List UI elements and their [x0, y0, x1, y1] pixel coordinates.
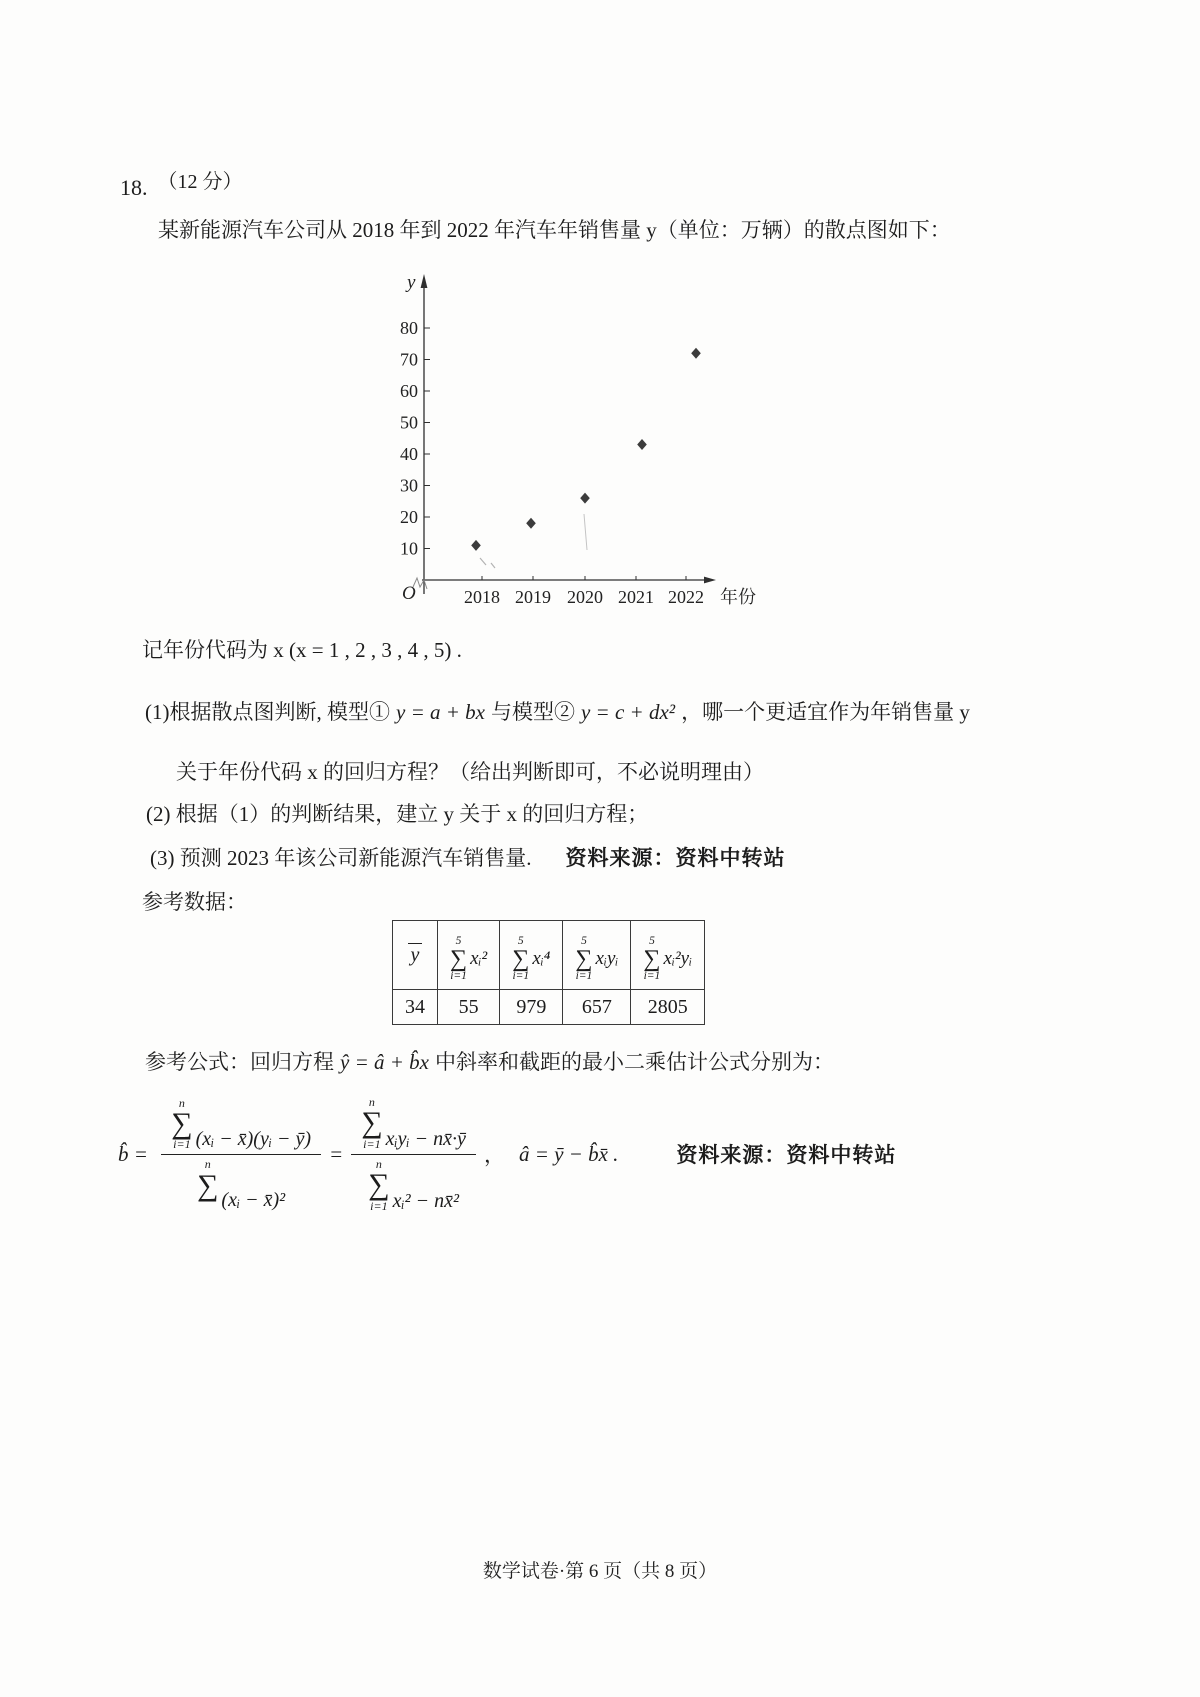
sum-upper-limit: 5	[649, 934, 655, 947]
sum-expression: xᵢ²yᵢ	[663, 947, 693, 969]
svg-text:年份: 年份	[720, 587, 756, 607]
svg-text:O: O	[402, 583, 416, 604]
table-value-sum-xi2: 55	[438, 990, 500, 1025]
ybar-symbol: y	[408, 943, 423, 967]
sum-expression: xᵢ²	[470, 947, 488, 969]
fraction-numerator	[161, 1097, 321, 1156]
q1-text-1: (1)根据散点图判断, 模型①	[145, 700, 390, 724]
sum-lower-limit: i=1	[643, 970, 661, 983]
ref-formula-prefix: 参考公式：回归方程	[145, 1050, 334, 1074]
svg-text:2020: 2020	[567, 587, 603, 607]
sum-expression: (xᵢ − x̄)(yᵢ − ȳ)	[195, 1128, 312, 1151]
svg-text:70: 70	[400, 349, 418, 370]
svg-text:2021: 2021	[618, 587, 654, 607]
sum-upper-limit: n	[178, 1095, 185, 1110]
sum-upper-limit: n	[368, 1095, 375, 1109]
sum-upper-limit: n	[375, 1156, 382, 1171]
reference-data-label: 参考数据：	[142, 890, 247, 914]
bhat-fraction-product-form	[351, 1096, 476, 1213]
sum-upper-limit: 5	[455, 934, 462, 947]
a-hat-formula: â = ȳ − b̂x̄ .	[518, 1141, 619, 1166]
table-value-sum-xi4: 979	[500, 990, 563, 1025]
svg-text:2018: 2018	[464, 587, 500, 607]
question-3-row	[150, 844, 786, 872]
sigma-symbol: ∑	[368, 1168, 390, 1202]
regression-equation: ŷ = â + b̂x	[340, 1050, 429, 1074]
comma-separator: ，	[483, 1143, 505, 1168]
sum-expression: (xᵢ − x̄)²	[221, 1189, 286, 1212]
reference-formula-label	[145, 1048, 834, 1076]
table-value-ybar: 34	[393, 990, 438, 1025]
reference-data-table	[392, 920, 705, 1025]
svg-text:60: 60	[400, 381, 418, 401]
ref-formula-suffix: 中斜率和截距的最小二乘估计公式分别为：	[434, 1050, 834, 1074]
fraction-numerator	[351, 1096, 476, 1155]
sum-lower-limit: i=1	[370, 1198, 388, 1213]
sum-expression: xᵢ⁴	[532, 947, 551, 969]
question-2: (2) 根据（1）的判断结果，建立 y 关于 x 的回归方程；	[146, 802, 649, 826]
least-squares-formula	[118, 1096, 896, 1213]
q1-model-2-equation: y = c + dx²	[580, 700, 676, 724]
sigma-symbol: ∑	[171, 1106, 193, 1140]
equals-sign: =	[329, 1141, 344, 1166]
table-header-ybar	[393, 921, 438, 990]
problem-intro: 某新能源汽车公司从 2018 年到 2022 年汽车年销售量 y（单位：万辆）的散点图如下：	[158, 218, 951, 242]
table-header-sum-xi2yi	[631, 921, 705, 990]
scatter-chart	[380, 262, 770, 610]
sum-expression: xᵢyᵢ	[595, 947, 619, 969]
table-value-sum-xiyi: 657	[563, 990, 631, 1025]
problem-header	[120, 172, 243, 201]
page-footer: 数学试卷·第 6 页（共 8 页）	[482, 1561, 718, 1582]
question-3: (3) 预测 2023 年该公司新能源汽车销售量.	[150, 846, 532, 870]
sigma-symbol: ∑	[643, 945, 661, 972]
question-1-line-2: 关于年份代码 x 的回归方程？（给出判断即可，不必说明理由）	[176, 760, 764, 784]
svg-text:10: 10	[400, 538, 418, 559]
sigma-symbol: ∑	[575, 945, 593, 972]
sum-expression: xᵢyᵢ − nx̄·ȳ	[385, 1127, 466, 1150]
source-watermark-1: 资料来源：资料中转站	[565, 846, 786, 870]
sum-lower-limit: i=1	[512, 970, 530, 983]
svg-text:40: 40	[400, 444, 418, 464]
sigma-symbol: ∑	[197, 1168, 219, 1202]
question-1-line-1	[145, 698, 970, 726]
fraction-denominator	[187, 1155, 295, 1212]
table-header-sum-xi4	[500, 921, 563, 990]
sum-upper-limit: n	[204, 1157, 211, 1172]
problem-number: 18.	[120, 175, 148, 200]
table-header-row	[393, 921, 705, 990]
svg-text:20: 20	[400, 507, 418, 527]
sigma-symbol: ∑	[450, 945, 468, 972]
svg-text:30: 30	[400, 475, 418, 496]
sum-lower-limit: i=1	[363, 1136, 381, 1151]
source-watermark-2: 资料来源：资料中转站	[676, 1143, 897, 1168]
table-header-sum-xiyi	[563, 921, 631, 990]
sum-upper-limit: 5	[517, 934, 524, 947]
table-value-row	[393, 990, 705, 1025]
sum-lower-limit: i=1	[450, 970, 467, 983]
sigma-symbol: ∑	[512, 945, 530, 972]
q1-text-2: 与模型②	[490, 700, 575, 724]
svg-text:80: 80	[400, 318, 418, 338]
b-hat-lhs: b̂ =	[118, 1141, 154, 1166]
sigma-symbol: ∑	[361, 1106, 383, 1140]
scatter-plot-svg	[380, 262, 770, 610]
svg-text:y: y	[407, 272, 416, 293]
svg-text:50: 50	[400, 412, 418, 433]
svg-text:2019: 2019	[515, 587, 551, 607]
q1-text-3: ，哪一个更适宜作为年销售量 y	[681, 700, 970, 724]
table-value-sum-xi2yi: 2805	[631, 990, 705, 1025]
sum-expression: xᵢ² − nx̄²	[392, 1189, 459, 1212]
sum-lower-limit: i=1	[173, 1137, 191, 1152]
problem-points: （12 分）	[157, 171, 243, 193]
q1-model-1-equation: y = a + bx	[396, 700, 485, 724]
fraction-denominator	[358, 1155, 469, 1213]
sum-lower-limit: i=1	[575, 970, 593, 983]
bhat-fraction-deviation-form	[161, 1097, 321, 1213]
sum-upper-limit: 5	[581, 934, 587, 947]
svg-text:2022: 2022	[668, 587, 704, 607]
year-code-note: 记年份代码为 x (x = 1 , 2 , 3 , 4 , 5) .	[142, 638, 462, 662]
table-header-sum-xi2	[438, 921, 500, 990]
